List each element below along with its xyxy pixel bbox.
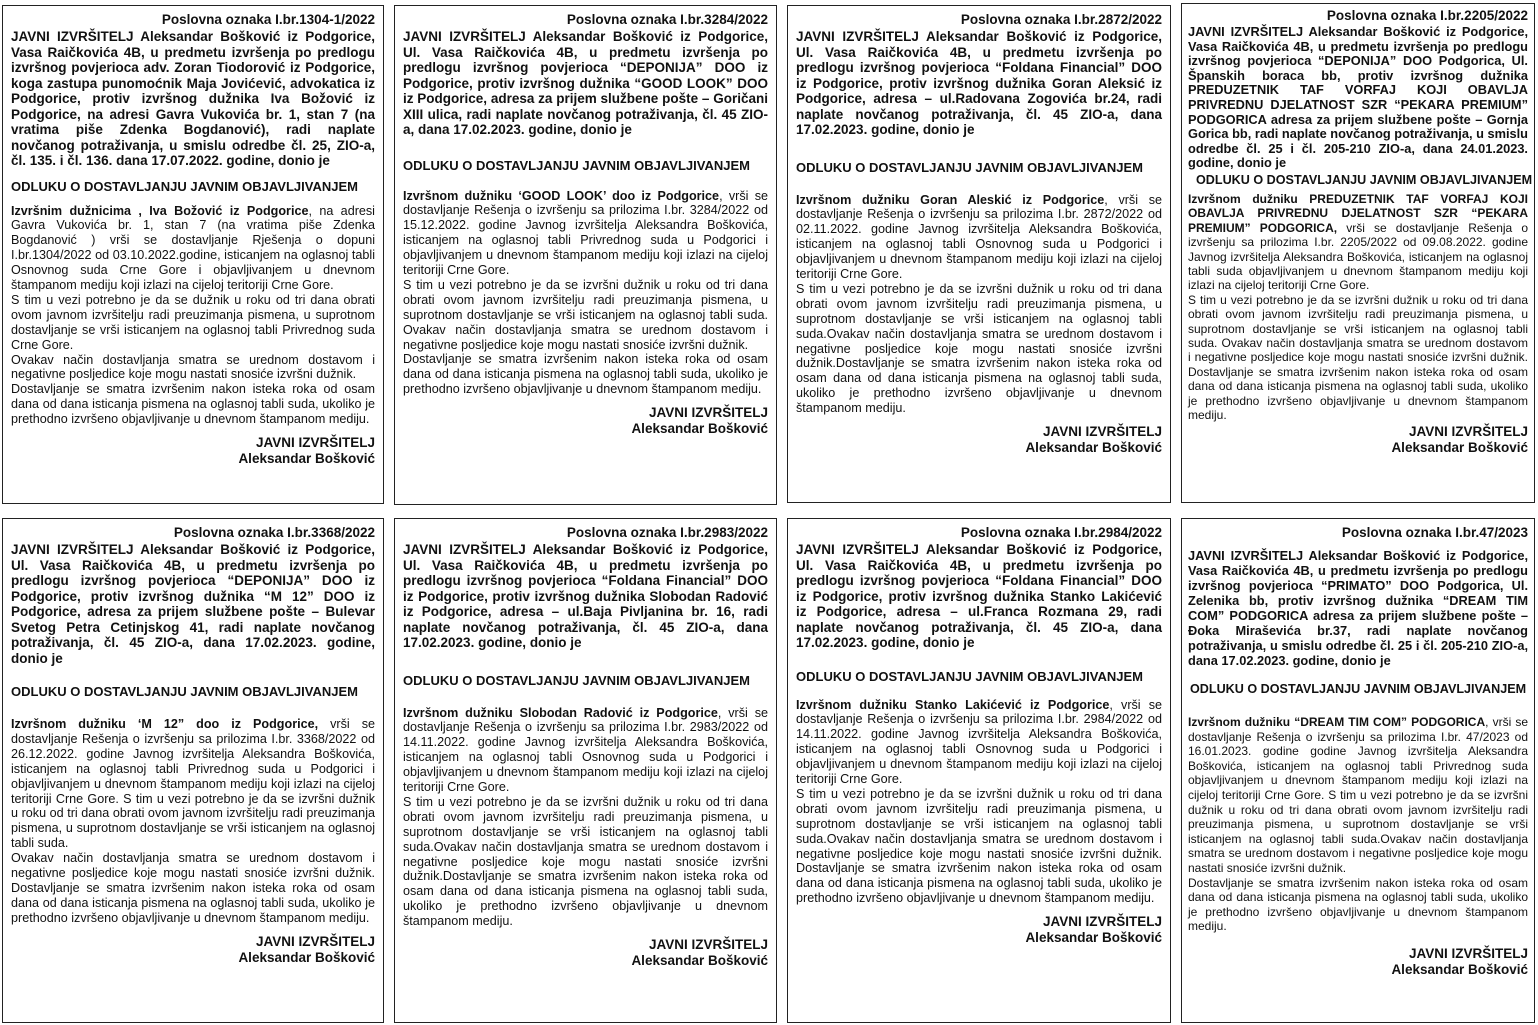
case-reference: Poslovna oznaka I.br.2205/2022 bbox=[1326, 8, 1528, 23]
notice-body bbox=[1188, 192, 1528, 293]
signature-title: JAVNI IZVRŠITELJ bbox=[648, 405, 768, 421]
case-reference: Poslovna oznaka I.br.3368/2022 bbox=[173, 525, 375, 540]
signature-name: Aleksandar Bošković bbox=[1025, 440, 1162, 456]
notice-body bbox=[403, 706, 768, 795]
decision-heading: ODLUKU O DOSTAVLJANJU JAVNIM OBJAVLJIVANJEM bbox=[1196, 172, 1533, 187]
signature bbox=[1188, 946, 1528, 978]
debtor-lead: Izvršnom dužniku ‘M 12” doo iz Podgorice, bbox=[11, 717, 319, 731]
decision-heading: ODLUKU O DOSTAVLJANJU JAVNIM OBJAVLJIVANJEM bbox=[11, 684, 358, 699]
body-paragraph: S tim u vezi potrebno je da se dužnik u roku od tri dana obrati ovom javnom izvršitelju radi preuzimanja pismena, u suprotnom dostavljanje se vrši isticanjem na oglasnoj tabli Privrednog suda Crne Gore. bbox=[11, 292, 375, 352]
signature-name: Aleksandar Bošković bbox=[1391, 440, 1528, 456]
body-paragraph: S tim u vezi potrebno je da se izvršni dužnik u roku od tri dana obrati ovom javnom izvršitelju radi preuzimanja pismena, u suprotnom dostavljanje se vrši isticanjem na oglasnoj tabli suda.Ovakav način dostavljanja smatra se urednom dostavom i negativne posljedice koje mogu nastati snosiće izvršni dužnik.Dostavljanje se smatra izvršenim nakon isteka roka od osam dana od dana isticanja pismena na oglasnoj tabli suda, ukoliko je prethodno izvršeno objavljivanje u dnevnom štampanom mediju. bbox=[796, 281, 1162, 416]
body-paragraph: Dostavljanje se smatra izvršenim nakon isteka roka od osam dana od dana isticanja pismena na oglasnoj tabli suda, ukoliko je prethodno izvršeno objavljivanje u dnevnom štampanom mediju. bbox=[1188, 875, 1528, 934]
body-paragraph: Ovakav način dostavljanja smatra se urednom dostavom i negativne posljedice koje mogu nastati snosiće izvršni dužnik. Dostavljanje se smatra izvršenim nakon isteka roka od osam dana od dana isticanja pismena na oglasnoj tabli suda, ukoliko je prethodno izvršeno objavljivanje u dnevnom štampanom mediju. bbox=[11, 851, 375, 925]
body-paragraph: S tim u vezi potrebno je da se izvršni dužnik u roku od tri dana obrati ovom javnom izvršitelju radi preuzimanja pismena, u suprotnom dostavljanje se vrši isticanjem na oglasnoj tabli suda. Ovakav način dostavljanja smatra se urednom dostavom i negativne posljedice koje mogu nastati snosiće izvršni dužnik. bbox=[403, 277, 768, 352]
notice-2205 bbox=[1181, 3, 1535, 503]
signature-name: Aleksandar Bošković bbox=[238, 451, 375, 467]
case-reference: Poslovna oznaka I.br.3284/2022 bbox=[566, 12, 768, 27]
case-reference: Poslovna oznaka I.br.47/2023 bbox=[1341, 525, 1528, 540]
notice-47 bbox=[1181, 518, 1535, 1023]
notice-body bbox=[1188, 715, 1528, 876]
decision-heading: ODLUKU O DOSTAVLJANJU JAVNIM OBJAVLJIVANJEM bbox=[796, 159, 1143, 175]
body-text: , na adresi Gavra Vukovića br. 1, stan 7 (na vratima piše Zdenka Bogdanović ) vrši se dostavljanje Rješenja o dopuni I.br.1304/2022 od 03.10.2022.godine, isticanjem na oglasnoj tabli Osnovnog suda Crne Gore i objavljivanjem u dnevnom štampanom mediju koji izlazi na cijeloj teritoriji Crne Gore. bbox=[11, 203, 375, 293]
signature-title: JAVNI IZVRŠITELJ bbox=[648, 937, 768, 953]
signature-title: JAVNI IZVRŠITELJ bbox=[255, 933, 375, 949]
body-paragraph: S tim u vezi potrebno je da se izvršni dužnik u roku od tri dana obrati ovom javnom izvršitelju radi preuzimanja pismena, u suprotnom dostavljanje se vrši isticanjem na oglasnoj tabli suda. Ovakav način dostavljanja smatra se urednom dostavom i negativne posljedice koje mogu nastati snosiće izvršni dužnik. Dostavljanje se smatra izvršenim nakon isteka roka od osam dana od dana isticanja pismena na oglasnoj tabli suda, ukoliko je prethodno izvršeno objavljivanje u dnevnom štampanom mediju. bbox=[1188, 292, 1528, 423]
notice-body bbox=[796, 698, 1162, 787]
signature bbox=[11, 934, 375, 966]
notice-3368 bbox=[2, 518, 384, 1023]
body-text: vrši se dostavljanje Rešenja o izvršenju sa prilozima I.br. 3368/2022 od 26.12.2022. godine Javnog izvršitelja Aleksandra Boškovića, isticanjem na oglasnoj tabli Privrednog suda u Podgorici i objavljivanjem u dnevnom štampanom mediju koji izlazi na cijeloj teritoriji Crne Gore. S tim u vezi potrebno je da se izvršni dužnik u roku od tri dana obrati ovom javnom izvršitelju radi preuzimanja pismena, u suprotnom dostavljanje se vrši isticanjem na oglasnoj tabli suda. bbox=[11, 717, 375, 851]
case-reference: Poslovna oznaka I.br.2984/2022 bbox=[960, 525, 1162, 540]
notice-3284 bbox=[394, 5, 777, 505]
notice-body bbox=[796, 193, 1162, 282]
case-reference: Poslovna oznaka I.br.2983/2022 bbox=[566, 525, 768, 540]
signature-name: Aleksandar Bošković bbox=[1025, 930, 1162, 946]
signature bbox=[403, 405, 768, 437]
debtor-lead: Izvršnom dužniku Slobodan Radović iz Podgorice bbox=[403, 705, 718, 720]
body-text: , vrši se dostavljanje Rešenja o izvršenju sa prilozima I.br. 2983/2022 od 14.11.2022. godine Javnog izvršitelja Aleksandra Boškovića, isticanjem na oglasnoj tabli Osnovnog suda u Podgorici i objavljivanjem u dnevnom štampanom mediju koji izlazi na cijeloj teritoriji Crne Gore. bbox=[403, 705, 768, 795]
decision-heading: ODLUKU O DOSTAVLJANJU JAVNIM OBJAVLJIVANJEM bbox=[1190, 682, 1527, 696]
signature-title: JAVNI IZVRŠITELJ bbox=[255, 435, 375, 451]
notice-body bbox=[11, 717, 375, 851]
signature-title: JAVNI IZVRŠITELJ bbox=[1042, 914, 1162, 930]
notice-intro: JAVNI IZVRŠITELJ Aleksandar Bošković iz Podgorice, Ul. Vasa Raičkovića 4B, u predmetu izvršenja po predlogu izvršnog povjerioca “DEPONIJA” DOO iz Podgorice, protiv izvršnog dužnika “GOOD LOOK” DOO iz Podgorice, adresa za prijem službene pošte – Goričani XIII ulica, radi naplate novčanog potraživanja, čl. 45 ZIO-a, dana 17.02.2023. godine, donio je bbox=[403, 29, 768, 137]
signature-name: Aleksandar Bošković bbox=[631, 953, 768, 969]
notice-intro: JAVNI IZVRŠITELJ Aleksandar Bošković iz Podgorice, Ul. Vasa Raičkovića 4B, u predmetu izvršenja po predlogu izvršnog povjerioca “DEPONIJA” DOO iz Podgorice, protiv izvršnog dužnika “M 12” DOO iz Podgorice, adresa za prijem službene pošte – Bulevar Svetog Petra Cetinjskog 41, radi naplate novčanog potraživanja, čl. 45 ZIO-a, dana 17.02.2023. godine, donio je bbox=[11, 542, 375, 666]
signature-title: JAVNI IZVRŠITELJ bbox=[1408, 945, 1528, 961]
decision-heading: ODLUKU O DOSTAVLJANJU JAVNIM OBJAVLJIVANJEM bbox=[403, 157, 750, 173]
signature bbox=[403, 937, 768, 969]
decision-heading: ODLUKU O DOSTAVLJANJU JAVNIM OBJAVLJIVANJEM bbox=[403, 672, 750, 688]
notice-intro: JAVNI IZVRŠITELJ Aleksandar Bošković iz Podgorice, Ul. Vasa Raičkovića 4B, u predmetu izvršenja po predlogu izvršnog povjerioca “Foldana Financial” DOO iz Podgorice, protiv izvršnog dužnika Slobodan Radović iz Podgorice, adresa – ul.Baja Pivljanina br. 16, radi naplate novčanog potraživanja, čl. 45 ZIO-a, dana 17.02.2023. godine, donio je bbox=[403, 542, 768, 650]
notice-2984 bbox=[787, 518, 1171, 1023]
notice-intro: JAVNI IZVRŠITELJ Aleksandar Bošković iz Podgorice, Vasa Raičkovića 4B, u predmetu izvršenja po predlogu izvršnog povjerioca “DEPONIJA” DOO Podgorica, Ul. Španskih boraca bb, protiv izvršnog dužnika PREDUZETNIK TAF VORFAJ KOJI OBAVLJA PRIVREDNU DJELATNOST SZR “PEKARA PREMIUM” PODGORICA adresa za prijem službene pošte – Gornja Gorica bb, radi naplate novčanog potraživanja, u smislu odredbe čl. 25 i čl. 205-210 ZIO-a, dana 24.01.2023. godine, donio je bbox=[1188, 24, 1528, 171]
notice-intro: JAVNI IZVRŠITELJ Aleksandar Bošković iz Podgorice, Ul. Vasa Raičkovića 4B, u predmetu izvršenja po predlogu izvršnog povjerioca “Foldana Financial” DOO iz Podgorice, protiv izvršnog dužnika Goran Aleksić iz Podgorice, adresa – ul.Radovana Zogovića br.24, radi naplate novčanog potraživanja, čl. 45 ZIO-a, dana 17.02.2023. godine, donio je bbox=[796, 29, 1162, 137]
signature-name: Aleksandar Bošković bbox=[1391, 961, 1528, 977]
notice-intro: JAVNI IZVRŠITELJ Aleksandar Bošković iz Podgorice, Ul. Vasa Raičkovića 4B, u predmetu izvršenja po predlogu izvršnog povjerioca “Foldana Financial” DOO iz Podgorice, protiv izvršnog dužnika Stanko Lakićević iz Podgorice, adresa – ul.Franca Rozmana 29, radi naplate novčanog potraživanja, čl. 45 ZIO-a, dana 17.02.2023. godine, donio je bbox=[796, 542, 1162, 650]
signature bbox=[11, 435, 375, 467]
body-text: vrši se dostavljanje Rešenja o izvršenju sa prilozima I.br. 2205/2022 od 09.08.2022. godine Javnog izvršitelja Aleksandra Boškovića, isticanjem na oglasnoj tabli suda objavljivanjem u dnevnom štampanom mediju koji izlazi na cijeloj teritoriji Crne Gore. bbox=[1188, 220, 1528, 293]
notice-body bbox=[403, 189, 768, 278]
signature-name: Aleksandar Bošković bbox=[238, 949, 375, 965]
signature-name: Aleksandar Bošković bbox=[631, 421, 768, 437]
body-paragraph: S tim u vezi potrebno je da se izvršni dužnik u roku od tri dana obrati ovom javnom izvršitelju radi preuzimanja pismena, u suprotnom dostavljanje se vrši isticanjem na oglasnoj tabli suda.Ovakav način dostavljanja smatra se urednom dostavom i negativne posljedice koje mogu nastati snosiće izvršni dužnik.Dostavljanje se smatra izvršenim nakon isteka roka od osam dana od dana isticanja pismena na oglasnoj tabli suda, ukoliko je prethodno izvršeno objavljivanje u dnevnom štampanom mediju. bbox=[403, 794, 768, 929]
body-text: , vrši se dostavljanje Rešenja o izvršenju sa prilozima I.br. 2984/2022 od 14.11.2022. godine Javnog izvršitelja Aleksandra Boškovića, isticanjem na oglasnoj tabli Osnovnog suda u Podgorici i objavljivanjem u dnevnom štampanom mediju koji izlazi na cijeloj teritoriji Crne Gore. bbox=[796, 697, 1162, 787]
notice-intro: JAVNI IZVRŠITELJ Aleksandar Bošković iz Podgorice, Vasa Raičkovića 4B, u predmetu izvršenja po predlogu izvršnog povjerioca “PRIMATO” DOO Podgorica, Ul. Zelenika bb, protiv izvršnog dužnika “DREAM TIM COM” PODGORICA adresa za prijem službene pošte – Đoka Miraševića br.37, radi naplate novčanog potraživanja, u smislu odredbe čl. 25 i čl. 205-210 ZIO-a, dana 17.02.2023. godine, donio je bbox=[1188, 548, 1528, 668]
signature bbox=[796, 914, 1162, 946]
debtor-lead: Izvršnom dužniku Stanko Lakićević iz Podgorice bbox=[796, 697, 1110, 712]
signature bbox=[796, 424, 1162, 456]
body-paragraph: Dostavljanje se smatra izvršenim nakon isteka roka od osam dana od dana isticanja pismena na oglasnoj tabli suda, ukoliko je prethodno izvršeno objavljivanje u dnevnom štampanom mediju. bbox=[11, 382, 375, 427]
notice-2872 bbox=[787, 5, 1171, 503]
body-paragraph: S tim u vezi potrebno je da se izvršni dužnik u roku od tri dana obrati ovom javnom izvršitelju radi preuzimanja pismena, u suprotnom dostavljanje se vrši isticanjem na oglasnoj tabli suda.Ovakav način dostavljanja smatra se urednom dostavom i negativne posljedice koje mogu nastati snosiće izvršni dužnik. Dostavljanje se smatra izvršenim nakon isteka roka od osam dana od dana isticanja pismena na oglasnoj tabli suda, ukoliko je prethodno izvršeno objavljivanje u dnevnom štampanom mediju. bbox=[796, 786, 1162, 906]
decision-heading: ODLUKU O DOSTAVLJANJU JAVNIM OBJAVLJIVANJEM bbox=[11, 178, 358, 194]
notice-1304 bbox=[2, 5, 384, 504]
signature bbox=[1188, 424, 1528, 456]
signature-title: JAVNI IZVRŠITELJ bbox=[1408, 424, 1528, 440]
decision-heading: ODLUKU O DOSTAVLJANJU JAVNIM OBJAVLJIVANJEM bbox=[796, 668, 1143, 684]
case-reference: Poslovna oznaka I.br.2872/2022 bbox=[960, 12, 1162, 27]
notice-body bbox=[11, 204, 375, 293]
body-paragraph: Dostavljanje se smatra izvršenim nakon isteka roka od osam dana od dana isticanja pismena na oglasnoj tabli suda, ukoliko je prethodno izvršeno objavljivanje u dnevnom štampanom mediju. bbox=[403, 352, 768, 397]
debtor-lead: Izvršnom dužniku PREDUZETNIK TAF VORFAJ KOJI OBAVLJA PRIVREDNU DJELATNOST SZR “PEKARA PREMIUM” PODGORICA, bbox=[1188, 191, 1528, 235]
debtor-lead: Izvršnom dužniku “DREAM TIM COM” PODGORICA bbox=[1188, 715, 1486, 729]
case-reference: Poslovna oznaka I.br.1304-1/2022 bbox=[161, 12, 375, 27]
body-text: , vrši se dostavljanje Rešenja o izvršenju sa prilozima I.br. 3284/2022 od 15.12.2022. godine Javnog izvršitelja Aleksandra Boškovića, isticanjem na oglasnoj tabli Privrednog suda u Podgorici i objavljivanjem u dnevnom štampanom mediju koji izlazi na cijeloj teritoriji Crne Gore. bbox=[403, 188, 768, 278]
signature-title: JAVNI IZVRŠITELJ bbox=[1042, 424, 1162, 440]
notice-intro: JAVNI IZVRŠITELJ Aleksandar Bošković iz Podgorice, Vasa Raičkovića 4B, u predmetu izvršenja po predlogu izvršnog povjerioca adv. Zoran Tiodorović iz Podgorice, koga zastupa punomoćnik Maja Jovićević, advokatica iz Podgorice, protiv izvršnog dužnika Iva Božović iz Podgorice, na adresi Gavra Vukovića br. 1, stan 7 (na vratima piše Zdenka Bogdanović), radi naplate novčanog potraživanja, u smislu odredbe čl. 25, ZIO-a, čl. 135. i čl. 136. dana 17.07.2022. godine, donio je bbox=[11, 29, 375, 168]
body-paragraph: Ovakav način dostavljanja smatra se urednom dostavom i negativne posljedice koje mogu nastati snosiće izvršni dužnik. bbox=[11, 352, 375, 382]
debtor-lead: Izvršnom dužniku ‘GOOD LOOK’ doo iz Podgorice bbox=[403, 188, 720, 203]
body-text: , vrši se dostavljanje Rešenja o izvršenju sa prilozima I.br. 2872/2022 od 02.11.2022. godine Javnog izvršitelja Aleksandra Boškovića, isticanjem na oglasnoj tabli Osnovnog suda u Podgorici i objavljivanjem u dnevnom štampanom mediju koji izlazi na cijeloj teritoriji Crne Gore. bbox=[796, 192, 1162, 282]
debtor-lead: Izvršnom dužniku Goran Aleskić iz Podgorice bbox=[796, 192, 1105, 207]
debtor-lead: Izvršnim dužnicima , Iva Božović iz Podgorice bbox=[11, 203, 309, 218]
body-text: , vrši se dostavljanje Rešenja o izvršenju sa prilozima I.br. 47/2023 od 16.01.2023. godine godine Javnog izvršitelja Aleksandra Boškovića, isticanjem na oglasnoj tabli Privrednog suda objavljivanjem u dnevnom štampanom mediju koji izlazi na cijeloj teritoriji Crne Gore. S tim u vezi potrebno je da se izvršni dužnik u roku od tri dana obrati ovom javnom izvršitelju radi preuzimanja pismena, u suprotnom dostavljanje se vrši isticanjem na oglasnoj tabli suda.Ovakav način dostavljanja smatra se urednom dostavom i negativne posljedice koje mogu nastati snosiće izvršni dužnik. bbox=[1188, 715, 1528, 875]
notice-2983 bbox=[394, 518, 777, 1023]
